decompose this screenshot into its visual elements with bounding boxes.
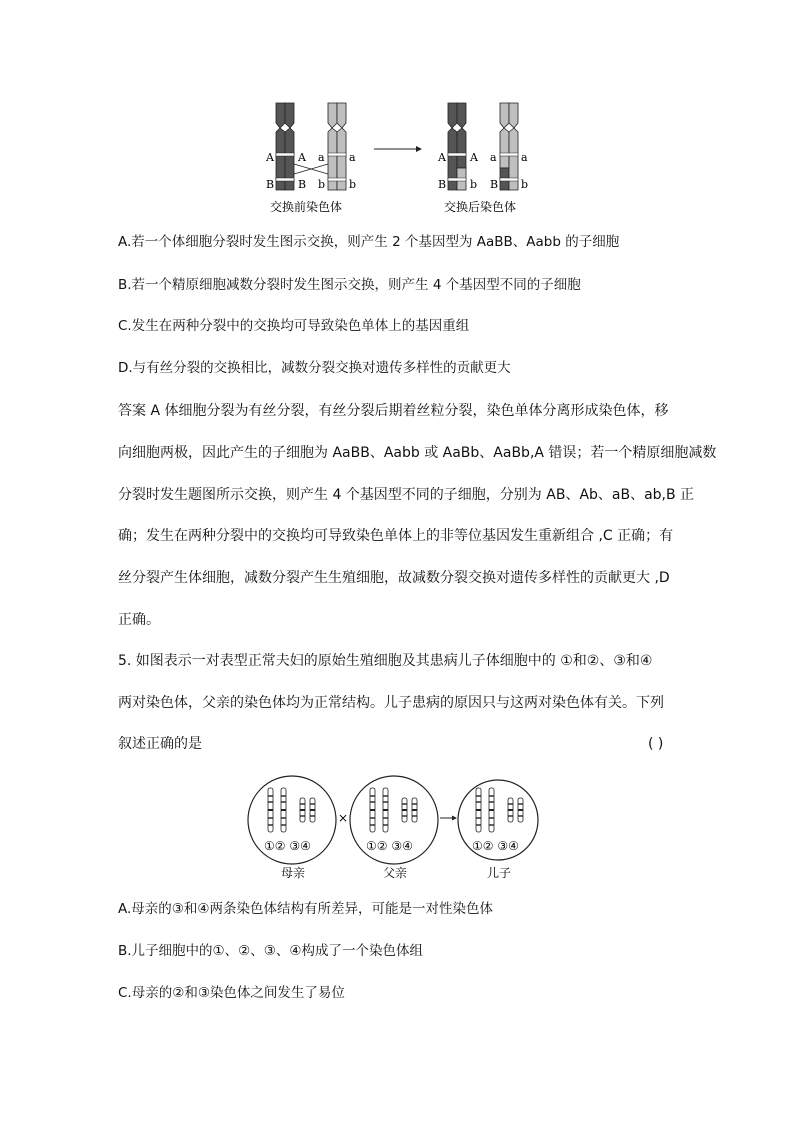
allele-label: A xyxy=(470,151,478,164)
allele-label: A xyxy=(298,151,306,164)
allele-label: b xyxy=(318,178,326,191)
q5-stem-line: 5. 如图表示一对表型正常夫妇的原始生殖细胞及其患病儿子体细胞中的 ①和②、③和④ xyxy=(118,653,653,669)
son-cell xyxy=(458,780,538,860)
after-right-chromosome xyxy=(500,103,518,190)
arrow-icon xyxy=(440,816,457,821)
q4-option-d: D.与有丝分裂的交换相比，减数分裂交换对遗传多样性的贡献更大 xyxy=(118,360,511,376)
allele-label: a xyxy=(490,151,497,164)
father-label: 父亲 xyxy=(383,866,408,880)
allele-label: B xyxy=(438,178,447,191)
crossover-figure xyxy=(258,98,548,218)
allele-label: B xyxy=(298,178,307,191)
allele-label: A xyxy=(266,151,274,164)
after-left-chromosome xyxy=(448,103,466,190)
q4-option-b: B.若一个精原细胞减数分裂时发生图示交换，则产生 4 个基因型不同的子细胞 xyxy=(118,277,581,293)
before-right-chromosome xyxy=(328,103,346,190)
allele-label: b xyxy=(349,178,357,191)
mother-cell xyxy=(248,776,336,864)
arrow-icon xyxy=(374,146,422,152)
allele-label: a xyxy=(318,151,325,164)
answer-line: 答案 A 体细胞分裂为有丝分裂，有丝分裂后期着丝粒分裂，染色单体分离形成染色体，移 xyxy=(118,403,669,419)
answer-line: 确；发生在两种分裂中的交换均可导致染色单体上的非等位基因发生重新组合 ,C 正确；有 xyxy=(118,528,674,544)
father-cell xyxy=(350,776,438,864)
q4-option-c: C.发生在两种分裂中的交换均可导致染色单体上的基因重组 xyxy=(118,318,470,334)
chromosome-numbers: ①② ③④ xyxy=(264,839,311,853)
allele-label: A xyxy=(438,151,446,164)
q5-option-b: B.儿子细胞中的①、②、③、④构成了一个染色体组 xyxy=(118,943,423,959)
caption-after: 交换后染色体 xyxy=(444,200,517,214)
q5-option-c: C.母亲的②和③染色体之间发生了易位 xyxy=(118,985,345,1001)
chromosome-numbers: ①② ③④ xyxy=(366,839,413,853)
answer-line: 分裂时发生题图所示交换，则产生 4 个基因型不同的子细胞，分别为 AB、Ab、aB、ab,B 正 xyxy=(118,487,695,503)
son-label: 儿子 xyxy=(487,866,512,880)
q5-option-a: A.母亲的③和④两条染色体结构有所差异，可能是一对性染色体 xyxy=(118,901,493,917)
answer-line: 正确。 xyxy=(118,612,160,628)
allele-label: B xyxy=(266,178,275,191)
answer-line: 丝分裂产生体细胞，减数分裂产生生殖细胞，故减数分裂交换对遗传多样性的贡献更大 ,D xyxy=(118,570,670,586)
allele-label: B xyxy=(490,178,499,191)
karyotype-figure xyxy=(244,770,544,882)
allele-label: b xyxy=(470,178,478,191)
allele-label: b xyxy=(521,178,529,191)
allele-label: a xyxy=(521,151,528,164)
mother-label: 母亲 xyxy=(281,866,306,880)
caption-before: 交换前染色体 xyxy=(270,200,343,214)
q5-stem-line: 叙述正确的是 xyxy=(118,736,202,752)
answer-bracket: ( ) xyxy=(648,736,664,752)
allele-label: a xyxy=(349,151,356,164)
before-left-chromosome xyxy=(276,103,294,190)
q5-stem-line: 两对染色体，父亲的染色体均为正常结构。儿子患病的原因只与这两对染色体有关。下列 xyxy=(118,695,664,711)
answer-line: 向细胞两极，因此产生的子细胞为 AaBB、Aabb 或 AaBb、AaBb,A 错误；若一个精原细胞减数 xyxy=(118,445,717,461)
chromosome-numbers: ①② ③④ xyxy=(472,839,519,853)
cross-symbol: × xyxy=(338,811,349,825)
q4-option-a: A.若一个体细胞分裂时发生图示交换，则产生 2 个基因型为 AaBB、Aabb 的子细胞 xyxy=(118,234,620,250)
